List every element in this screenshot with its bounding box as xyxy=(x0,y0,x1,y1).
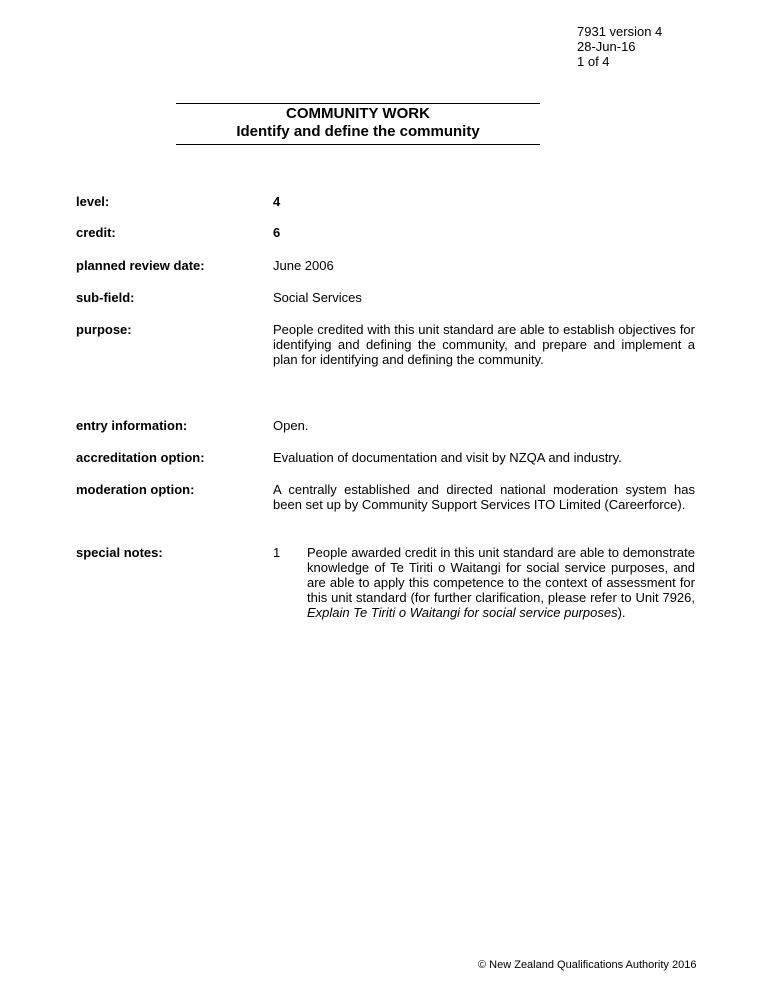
moderation-option-label: moderation option: xyxy=(76,482,195,497)
copyright-footer: © New Zealand Qualifications Authority 2016 xyxy=(478,959,697,971)
unit-version: 7931 version 4 xyxy=(577,24,663,39)
document-title xyxy=(176,103,540,145)
sub-field-value: Social Services xyxy=(273,290,362,305)
title-line-2: Identify and define the community xyxy=(236,123,480,140)
special-note-text xyxy=(307,545,695,620)
accreditation-option-label: accreditation option: xyxy=(76,450,205,465)
credit-value: 6 xyxy=(273,225,281,240)
version-date: 28-Jun-16 xyxy=(577,39,636,54)
document-header-meta xyxy=(577,24,662,69)
special-note-text-end: ). xyxy=(617,605,626,620)
level-label: level: xyxy=(76,194,110,209)
credit-label: credit: xyxy=(76,225,116,240)
level-value: 4 xyxy=(273,194,281,209)
accreditation-option-value: Evaluation of documentation and visit by NZQA and industry. xyxy=(273,450,622,465)
entry-information-label: entry information: xyxy=(76,418,188,433)
special-note-number: 1 xyxy=(273,545,281,560)
page-number: 1 of 4 xyxy=(577,54,610,69)
sub-field-label: sub-field: xyxy=(76,290,135,305)
purpose-value: People credited with this unit standard are able to establish objectives for identifying and defining the community, and prepare and implement a plan for identifying and defining the community. xyxy=(273,322,695,367)
entry-information-value: Open. xyxy=(273,418,309,433)
purpose-label: purpose: xyxy=(76,322,132,337)
special-note-text-start: People awarded credit in this unit standard are able to demonstrate knowledge of Te Tiriti o Waitangi for social service purposes, and are able to apply this competence to the context of assessment for this unit standard (for further clarification, please refer to Unit 7926, xyxy=(307,545,695,605)
moderation-option-value: A centrally established and directed national moderation system has been set up by Community Support Services ITO Limited (Careerforce). xyxy=(273,482,695,512)
special-notes-label: special notes: xyxy=(76,545,163,560)
title-line-1: COMMUNITY WORK xyxy=(286,105,430,122)
review-date-value: June 2006 xyxy=(273,258,334,273)
special-note-unit-title: Explain Te Tiriti o Waitangi for social service purposes xyxy=(307,605,618,620)
review-date-label: planned review date: xyxy=(76,258,205,273)
